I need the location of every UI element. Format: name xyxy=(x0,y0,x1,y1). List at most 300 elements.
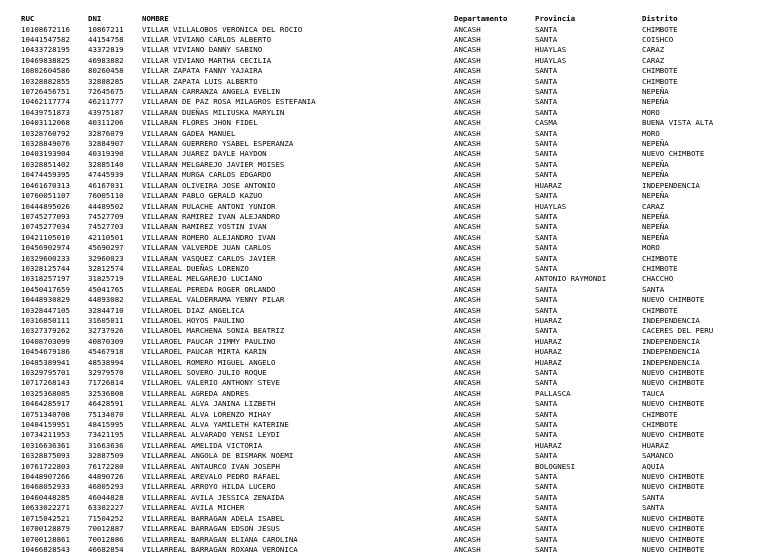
cell-ruc: 10461670313 xyxy=(21,180,70,190)
cell-ruc: 10466828543 xyxy=(21,544,70,554)
cell-ruc: 10715042521 xyxy=(21,513,70,523)
cell-departamento: ANCASH xyxy=(454,284,481,294)
cell-dni: 32876079 xyxy=(88,128,124,138)
cell-provincia: SANTA xyxy=(535,513,558,523)
cell-distrito: AQUIA xyxy=(642,461,665,471)
cell-departamento: ANCASH xyxy=(454,503,481,513)
cell-departamento: ANCASH xyxy=(454,232,481,242)
cell-distrito: CARAZ xyxy=(642,201,665,211)
cell-provincia: SANTA xyxy=(535,97,558,107)
table-row xyxy=(21,441,749,451)
table-row xyxy=(21,462,749,472)
cell-ruc: 10760051107 xyxy=(21,191,70,201)
cell-nombre: VILLARAN GADEA MANUEL xyxy=(142,128,236,138)
cell-nombre: VILLAREAL VALDERRAMA YENNY PILAR xyxy=(142,295,285,305)
cell-distrito: NUEVO CHIMBOTE xyxy=(642,524,705,534)
cell-distrito: NUEVO CHIMBOTE xyxy=(642,430,705,440)
table-row xyxy=(21,233,749,243)
cell-provincia: HUARAZ xyxy=(535,347,562,357)
cell-nombre: VILLARREAL ANGOLA DE BISMARK NOEMI xyxy=(142,451,294,461)
cell-departamento: ANCASH xyxy=(454,388,481,398)
cell-distrito: CHACCHO xyxy=(642,274,674,284)
cell-distrito: NEPEÑA xyxy=(642,191,669,201)
cell-nombre: VILLAROEL HOYOS PAULINO xyxy=(142,315,245,325)
table-row xyxy=(21,410,749,420)
cell-distrito: NUEVO CHIMBOTE xyxy=(642,399,705,409)
cell-distrito: MORO xyxy=(642,243,660,253)
cell-provincia: SANTA xyxy=(535,399,558,409)
cell-nombre: VILLARREAL ALVA YAMILETH KATERINE xyxy=(142,420,289,430)
table-row xyxy=(21,35,749,45)
cell-provincia: HUARAZ xyxy=(535,440,562,450)
cell-distrito: NEPEÑA xyxy=(642,159,669,169)
cell-departamento: ANCASH xyxy=(454,274,481,284)
cell-provincia: BOLOGNESI xyxy=(535,461,576,471)
cell-nombre: VILLARAN MURGA CARLOS EDGARDO xyxy=(142,170,272,180)
cell-departamento: ANCASH xyxy=(454,305,481,315)
cell-departamento: ANCASH xyxy=(454,243,481,253)
cell-departamento: ANCASH xyxy=(454,107,481,117)
cell-ruc: 10464285917 xyxy=(21,399,70,409)
table-row xyxy=(21,243,749,253)
cell-nombre: VILLAR VIVIANO CARLOS ALBERTO xyxy=(142,35,272,44)
cell-ruc: 10328125744 xyxy=(21,263,70,273)
cell-departamento: ANCASH xyxy=(454,191,481,201)
cell-ruc: 10328875093 xyxy=(21,451,70,461)
cell-distrito: BUENA VISTA ALTA xyxy=(642,118,714,128)
cell-nombre: VILLARAN DUEÑAS MILIUSKA MARYLIN xyxy=(142,107,285,117)
cell-ruc: 10328760792 xyxy=(21,128,70,138)
cell-provincia: HUAYLAS xyxy=(535,55,567,65)
cell-ruc: 10329795701 xyxy=(21,368,70,377)
header-provincia: Provincia xyxy=(535,14,576,23)
cell-distrito: CARAZ xyxy=(642,55,665,65)
cell-nombre: VILLAROEL VALERIO ANTHONY STEVE xyxy=(142,378,280,388)
table-row xyxy=(21,545,749,555)
cell-ruc: 10633022271 xyxy=(21,503,70,513)
cell-distrito: INDEPENDENCIA xyxy=(642,315,700,325)
cell-provincia: HUAYLAS xyxy=(535,201,567,211)
cell-dni: 74527709 xyxy=(88,211,124,221)
cell-nombre: VILLARREAL BARRAGAN ROXANA VERONICA xyxy=(142,544,298,554)
cell-dni: 43372819 xyxy=(88,45,124,55)
cell-dni: 45041765 xyxy=(88,284,124,294)
cell-dni: 45467918 xyxy=(88,347,124,357)
cell-dni: 45690297 xyxy=(88,243,124,253)
cell-ruc: 10433728195 xyxy=(21,45,70,55)
cell-provincia: SANTA xyxy=(535,222,558,232)
cell-dni: 32536808 xyxy=(88,388,124,398)
cell-dni: 70012886 xyxy=(88,534,124,544)
cell-departamento: ANCASH xyxy=(454,472,481,482)
cell-dni: 31605011 xyxy=(88,315,124,325)
cell-ruc: 10328849076 xyxy=(21,139,70,149)
cell-departamento: ANCASH xyxy=(454,534,481,544)
cell-distrito: COISHCO xyxy=(642,35,674,44)
table-row xyxy=(21,87,749,97)
table-row xyxy=(21,451,749,461)
cell-provincia: SANTA xyxy=(535,66,558,76)
cell-ruc: 10751340708 xyxy=(21,409,70,419)
cell-ruc: 10700128879 xyxy=(21,524,70,534)
table-row xyxy=(21,149,749,159)
cell-nombre: VILLARAN OLIVEIRA JOSE ANTONIO xyxy=(142,180,276,190)
table-row xyxy=(21,160,749,170)
cell-nombre: VILLARAN MELGAREJO JAVIER MOISES xyxy=(142,159,285,169)
cell-provincia: SANTA xyxy=(535,482,558,492)
cell-ruc: 10456902974 xyxy=(21,243,70,253)
cell-ruc: 10328882855 xyxy=(21,76,70,86)
table-row xyxy=(21,97,749,107)
cell-provincia: SANTA xyxy=(535,35,558,44)
cell-nombre: VILLAROEL DIAZ ANGELICA xyxy=(142,305,245,315)
cell-ruc: 10327379262 xyxy=(21,326,70,336)
cell-provincia: SANTA xyxy=(535,149,558,159)
table-row xyxy=(21,139,749,149)
cell-dni: 71726814 xyxy=(88,378,124,388)
cell-nombre: VILLARREAL AVILA JESSICA ZENAIDA xyxy=(142,492,285,502)
cell-distrito: NEPEÑA xyxy=(642,139,669,149)
cell-dni: 70012887 xyxy=(88,524,124,534)
table-row xyxy=(21,472,749,482)
cell-nombre: VILLAR VILLALOBOS VERONICA DEL ROCIO xyxy=(142,24,303,34)
cell-provincia: SANTA xyxy=(535,243,558,253)
cell-provincia: SANTA xyxy=(535,139,558,149)
cell-dni: 43975187 xyxy=(88,107,124,117)
table-row xyxy=(21,316,749,326)
cell-nombre: VILLARAN VALVERDE JUAN CARLOS xyxy=(142,243,272,253)
cell-departamento: ANCASH xyxy=(454,336,481,346)
cell-departamento: ANCASH xyxy=(454,128,481,138)
table-row xyxy=(21,493,749,503)
cell-departamento: ANCASH xyxy=(454,139,481,149)
cell-nombre: VILLARAN CARRANZA ANGELA EVELIN xyxy=(142,87,280,97)
cell-dni: 80260458 xyxy=(88,66,124,76)
cell-departamento: ANCASH xyxy=(454,170,481,180)
cell-nombre: VILLAROEL PAUCAR JIMMY PAULINO xyxy=(142,336,276,346)
cell-nombre: VILLARREAL BARRAGAN EDSON JESUS xyxy=(142,524,280,534)
cell-distrito: NUEVO CHIMBOTE xyxy=(642,513,705,523)
cell-provincia: SANTA xyxy=(535,295,558,305)
cell-distrito: NEPEÑA xyxy=(642,232,669,242)
cell-provincia: SANTA xyxy=(535,368,558,377)
cell-dni: 32960023 xyxy=(88,253,124,263)
cell-distrito: CHIMBOTE xyxy=(642,263,678,273)
cell-ruc: 10717268143 xyxy=(21,378,70,388)
cell-ruc: 10454679186 xyxy=(21,347,70,357)
cell-nombre: VILLARREAL BARRAGAN ADELA ISABEL xyxy=(142,513,285,523)
cell-distrito: MORO xyxy=(642,128,660,138)
cell-dni: 44893082 xyxy=(88,295,124,305)
cell-ruc: 10474459395 xyxy=(21,170,70,180)
cell-departamento: ANCASH xyxy=(454,409,481,419)
table-row xyxy=(21,430,749,440)
cell-distrito: CHIMBOTE xyxy=(642,24,678,34)
cell-dni: 40870309 xyxy=(88,336,124,346)
cell-distrito: NEPEÑA xyxy=(642,97,669,107)
cell-ruc: 10329600233 xyxy=(21,253,70,263)
cell-departamento: ANCASH xyxy=(454,263,481,273)
cell-departamento: ANCASH xyxy=(454,440,481,450)
cell-provincia: SANTA xyxy=(535,503,558,513)
table-row xyxy=(21,326,749,336)
cell-nombre: VILLARAN GUERRERO YSABEL ESPERANZA xyxy=(142,139,294,149)
cell-nombre: VILLARREAL ALVARADO YENSI LEYDI xyxy=(142,430,280,440)
table-row xyxy=(21,535,749,545)
cell-ruc: 10468052933 xyxy=(21,482,70,492)
cell-dni: 32812574 xyxy=(88,263,124,273)
header-nombre: NOMBRE xyxy=(142,14,169,23)
cell-distrito: SAMANCO xyxy=(642,451,674,461)
cell-provincia: HUAYLAS xyxy=(535,45,567,55)
cell-nombre: VILLAROEL MARCHENA SONIA BEATRIZ xyxy=(142,326,285,336)
cell-distrito: NEPEÑA xyxy=(642,87,669,97)
table-row xyxy=(21,514,749,524)
cell-departamento: ANCASH xyxy=(454,326,481,336)
cell-distrito: NUEVO CHIMBOTE xyxy=(642,482,705,492)
cell-provincia: PALLASCA xyxy=(535,388,571,398)
cell-departamento: ANCASH xyxy=(454,222,481,232)
cell-ruc: 10439751873 xyxy=(21,107,70,117)
cell-provincia: ANTONIO RAYMONDI xyxy=(535,274,607,284)
cell-departamento: ANCASH xyxy=(454,368,481,377)
cell-provincia: SANTA xyxy=(535,24,558,34)
cell-dni: 32888285 xyxy=(88,76,124,86)
cell-departamento: ANCASH xyxy=(454,378,481,388)
cell-distrito: INDEPENDENCIA xyxy=(642,180,700,190)
cell-provincia: SANTA xyxy=(535,430,558,440)
cell-dni: 75134070 xyxy=(88,409,124,419)
cell-distrito: INDEPENDENCIA xyxy=(642,347,700,357)
taxpayer-table xyxy=(21,14,749,555)
cell-provincia: SANTA xyxy=(535,263,558,273)
cell-distrito: NUEVO CHIMBOTE xyxy=(642,472,705,482)
cell-departamento: ANCASH xyxy=(454,492,481,502)
cell-departamento: ANCASH xyxy=(454,76,481,86)
cell-nombre: VILLAREAL PEREDA ROGER ORLANDO xyxy=(142,284,276,294)
cell-distrito: NEPEÑA xyxy=(642,211,669,221)
cell-distrito: NUEVO CHIMBOTE xyxy=(642,544,705,554)
cell-departamento: ANCASH xyxy=(454,118,481,128)
cell-nombre: VILLAR ZAPATA FANNY YAJAIRA xyxy=(142,66,263,76)
cell-departamento: ANCASH xyxy=(454,24,481,34)
cell-distrito: NUEVO CHIMBOTE xyxy=(642,378,705,388)
cell-nombre: VILLAROEL SOVERO JULIO ROQUE xyxy=(142,368,267,377)
cell-nombre: VILLARAN DE PAZ ROSA MILAGROS ESTEFANIA xyxy=(142,97,316,107)
cell-distrito: INDEPENDENCIA xyxy=(642,336,700,346)
cell-provincia: SANTA xyxy=(535,128,558,138)
cell-dni: 31825719 xyxy=(88,274,124,284)
cell-provincia: SANTA xyxy=(535,159,558,169)
cell-dni: 10867211 xyxy=(88,24,124,34)
cell-dni: 32885140 xyxy=(88,159,124,169)
cell-provincia: HUARAZ xyxy=(535,357,562,367)
cell-nombre: VILLARAN ROMERO ALEJANDRO IVAN xyxy=(142,232,276,242)
cell-ruc: 10421105010 xyxy=(21,232,70,242)
cell-departamento: ANCASH xyxy=(454,159,481,169)
cell-departamento: ANCASH xyxy=(454,180,481,190)
cell-distrito: SANTA xyxy=(642,284,665,294)
cell-dni: 32979570 xyxy=(88,368,124,377)
cell-nombre: VILLARAN JUAREZ DAYLE HAYDON xyxy=(142,149,267,159)
cell-departamento: ANCASH xyxy=(454,45,481,55)
table-row xyxy=(21,274,749,284)
cell-provincia: SANTA xyxy=(535,284,558,294)
cell-provincia: SANTA xyxy=(535,451,558,461)
cell-ruc: 10469838825 xyxy=(21,55,70,65)
cell-distrito: CHIMBOTE xyxy=(642,76,678,86)
header-ruc: RUC xyxy=(21,14,35,23)
cell-distrito: CHIMBOTE xyxy=(642,253,678,263)
cell-distrito: NEPEÑA xyxy=(642,170,669,180)
table-row xyxy=(21,295,749,305)
cell-dni: 74527703 xyxy=(88,222,124,232)
table-row xyxy=(21,347,749,357)
cell-ruc: 10444895026 xyxy=(21,201,70,211)
cell-provincia: SANTA xyxy=(535,211,558,221)
cell-ruc: 10761722803 xyxy=(21,461,70,471)
table-row xyxy=(21,202,749,212)
cell-nombre: VILLAROEL ROMERO MIGUEL ANGELO xyxy=(142,357,276,367)
cell-dni: 31663636 xyxy=(88,440,124,450)
cell-dni: 46211777 xyxy=(88,97,124,107)
cell-provincia: SANTA xyxy=(535,492,558,502)
cell-provincia: SANTA xyxy=(535,305,558,315)
cell-nombre: VILLARAN PABLO GERALD KAZUO xyxy=(142,191,263,201)
cell-provincia: SANTA xyxy=(535,544,558,554)
cell-departamento: ANCASH xyxy=(454,357,481,367)
cell-ruc: 10328851402 xyxy=(21,159,70,169)
table-row xyxy=(21,264,749,274)
cell-dni: 72645675 xyxy=(88,87,124,97)
cell-provincia: SANTA xyxy=(535,87,558,97)
cell-dni: 32887509 xyxy=(88,451,124,461)
table-row xyxy=(21,191,749,201)
cell-provincia: SANTA xyxy=(535,107,558,117)
cell-dni: 63302227 xyxy=(88,503,124,513)
table-row xyxy=(21,45,749,55)
cell-provincia: SANTA xyxy=(535,76,558,86)
cell-provincia: SANTA xyxy=(535,378,558,388)
cell-dni: 76005110 xyxy=(88,191,124,201)
header-dni: DNI xyxy=(88,14,102,23)
cell-nombre: VILLARAN RAMIREZ IVAN ALEJANDRO xyxy=(142,211,280,221)
cell-departamento: ANCASH xyxy=(454,253,481,263)
cell-departamento: ANCASH xyxy=(454,544,481,554)
cell-departamento: ANCASH xyxy=(454,420,481,430)
table-row xyxy=(21,285,749,295)
cell-distrito: CHIMBOTE xyxy=(642,66,678,76)
table-row xyxy=(21,503,749,513)
cell-ruc: 10450417659 xyxy=(21,284,70,294)
cell-departamento: ANCASH xyxy=(454,149,481,159)
cell-provincia: SANTA xyxy=(535,232,558,242)
cell-dni: 46044828 xyxy=(88,492,124,502)
cell-departamento: ANCASH xyxy=(454,87,481,97)
table-row xyxy=(21,222,749,232)
table-row xyxy=(21,56,749,66)
table-row xyxy=(21,118,749,128)
cell-nombre: VILLARREAL ALVA JANINA LIZBETH xyxy=(142,399,276,409)
cell-ruc: 10403112068 xyxy=(21,118,70,128)
table-row xyxy=(21,420,749,430)
cell-ruc: 10734211953 xyxy=(21,430,70,440)
cell-ruc: 10460448285 xyxy=(21,492,70,502)
cell-dni: 42110501 xyxy=(88,232,124,242)
cell-distrito: NUEVO CHIMBOTE xyxy=(642,368,705,377)
cell-nombre: VILLARREAL AREVALO PEDRO RAFAEL xyxy=(142,472,280,482)
cell-nombre: VILLARAN VASQUEZ CARLOS JAVIER xyxy=(142,253,276,263)
cell-nombre: VILLAR ZAPATA LUIS ALBERTO xyxy=(142,76,258,86)
table-row xyxy=(21,170,749,180)
cell-nombre: VILLARREAL AGREDA ANDRES xyxy=(142,388,249,398)
cell-distrito: CHIMBOTE xyxy=(642,305,678,315)
cell-dni: 46805293 xyxy=(88,482,124,492)
cell-nombre: VILLARAN RAMIREZ YOSTIN IVAN xyxy=(142,222,267,232)
cell-ruc: 10700128861 xyxy=(21,534,70,544)
cell-dni: 47445939 xyxy=(88,170,124,180)
cell-departamento: ANCASH xyxy=(454,55,481,65)
cell-ruc: 10745277093 xyxy=(21,211,70,221)
table-row xyxy=(21,524,749,534)
cell-dni: 48415995 xyxy=(88,420,124,430)
header-departamento: Departamento xyxy=(454,14,508,23)
cell-dni: 40311206 xyxy=(88,118,124,128)
cell-nombre: VILLARAN FLORES JHON FIDEL xyxy=(142,118,258,128)
cell-departamento: ANCASH xyxy=(454,399,481,409)
cell-nombre: VILLAREAL MELGAREJO LUCIANO xyxy=(142,274,263,284)
cell-provincia: SANTA xyxy=(535,420,558,430)
cell-dni: 71504252 xyxy=(88,513,124,523)
cell-nombre: VILLAROEL PAUCAR MIRTA KARIN xyxy=(142,347,267,357)
table-row xyxy=(21,306,749,316)
cell-distrito: TAUCA xyxy=(642,388,665,398)
table-row xyxy=(21,212,749,222)
cell-dni: 73421195 xyxy=(88,430,124,440)
cell-distrito: CARAZ xyxy=(642,45,665,55)
cell-nombre: VILLAREAL DUEÑAS LORENZO xyxy=(142,263,249,273)
cell-ruc: 10325368085 xyxy=(21,388,70,398)
cell-nombre: VILLARREAL ANTAURCO IVAN JOSEPH xyxy=(142,461,280,471)
cell-provincia: SANTA xyxy=(535,253,558,263)
cell-dni: 32737926 xyxy=(88,326,124,336)
cell-dni: 44890726 xyxy=(88,472,124,482)
cell-distrito: CACERES DEL PERU xyxy=(642,326,714,336)
cell-departamento: ANCASH xyxy=(454,35,481,44)
cell-ruc: 10726456751 xyxy=(21,87,70,97)
cell-departamento: ANCASH xyxy=(454,461,481,471)
cell-dni: 76172280 xyxy=(88,461,124,471)
cell-departamento: ANCASH xyxy=(454,347,481,357)
cell-ruc: 10802604586 xyxy=(21,66,70,76)
cell-ruc: 10316636361 xyxy=(21,440,70,450)
table-row xyxy=(21,378,749,388)
cell-distrito: NUEVO CHIMBOTE xyxy=(642,295,705,305)
cell-ruc: 10462117774 xyxy=(21,97,70,107)
cell-dni: 32844710 xyxy=(88,305,124,315)
cell-ruc: 10448907266 xyxy=(21,472,70,482)
cell-departamento: ANCASH xyxy=(454,482,481,492)
cell-provincia: HUARAZ xyxy=(535,315,562,325)
cell-departamento: ANCASH xyxy=(454,513,481,523)
table-row xyxy=(21,181,749,191)
cell-ruc: 10441547582 xyxy=(21,35,70,44)
cell-dni: 46983882 xyxy=(88,55,124,65)
cell-dni: 46428591 xyxy=(88,399,124,409)
cell-nombre: VILLAR VIVIANO DANNY SABINO xyxy=(142,45,263,55)
cell-nombre: VILLAR VIVIANO MARTHA CECILIA xyxy=(142,55,272,65)
cell-dni: 44489502 xyxy=(88,201,124,211)
